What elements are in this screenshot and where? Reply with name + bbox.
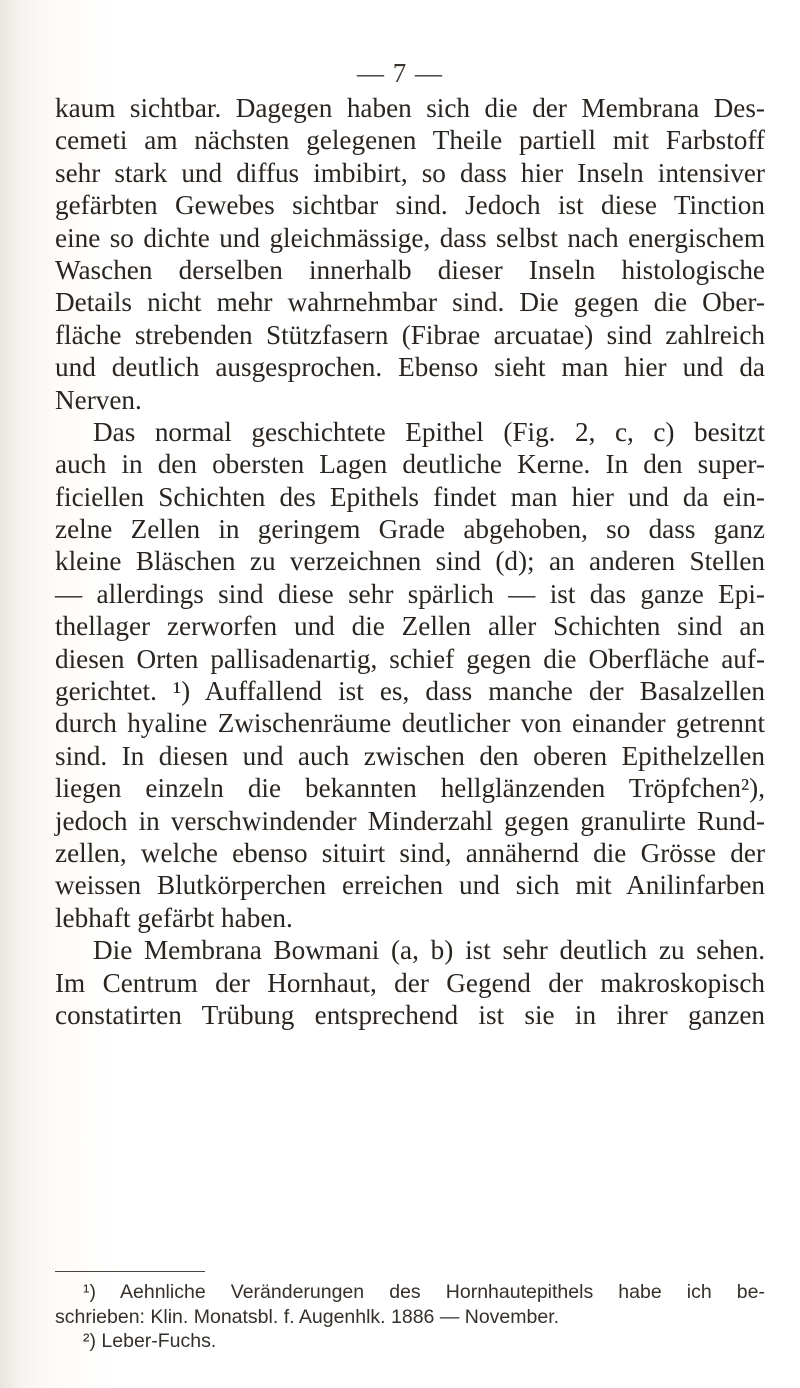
paragraph <box>55 92 765 416</box>
text-line: und deutlich ausgesprochen. Ebenso sieht man hier und da <box>55 352 765 383</box>
text-line: sehr stark und diffus imbibirt, so dass hier Inseln intensiver <box>55 157 765 188</box>
footnote <box>55 1280 765 1329</box>
text-line: auch in den obersten Lagen deutliche Kerne. In den super- <box>55 449 765 480</box>
text-line: thellager zerworfen und die Zellen aller Schichten sind an <box>55 611 765 642</box>
text-line: eine so dichte und gleichmässige, dass selbst nach energischem <box>55 222 765 253</box>
page-number: — 7 — <box>357 58 443 88</box>
text-line: constatirten Trübung entsprechend ist sie in ihrer ganzen <box>55 999 765 1030</box>
text-line: Das normal geschichtete Epithel (Fig. 2, c, c) besitzt <box>93 416 765 447</box>
footnote-divider <box>55 1271 205 1272</box>
body-text <box>55 92 765 1031</box>
text-line: Nerven. <box>55 384 142 415</box>
text-line: zelne Zellen in geringem Grade abgehoben, so dass ganz <box>55 514 765 545</box>
text-line: durch hyaline Zwischenräume deutlicher von einander getrennt <box>55 708 765 739</box>
text-line: cemeti am nächsten gelegenen Theile partiell mit Farbstoff <box>55 125 765 156</box>
text-line: kleine Bläschen zu verzeichnen sind (d); an anderen Stellen <box>55 546 765 577</box>
text-line: fläche strebenden Stützfasern (Fibrae arcuatae) sind zahlreich <box>55 319 765 350</box>
text-line: Die Membrana Bowmani (a, b) ist sehr deutlich zu sehen. <box>93 935 765 966</box>
paragraph <box>55 416 765 934</box>
text-line: Waschen derselben innerhalb dieser Inseln histologische <box>55 254 765 285</box>
text-line: ficiellen Schichten des Epithels findet man hier und da ein- <box>55 481 765 512</box>
text-line: zellen, welche ebenso situirt sind, annähernd die Grösse der <box>55 837 765 868</box>
text-line: lebhaft gefärbt haben. <box>55 902 293 933</box>
text-line: — allerdings sind diese sehr spärlich — ist das ganze Epi- <box>55 578 765 609</box>
text-line: diesen Orten pallisadenartig, schief gegen die Oberfläche auf- <box>55 643 765 674</box>
text-line: Im Centrum der Hornhaut, der Gegend der makroskopisch <box>55 967 765 998</box>
text-line: sind. In diesen und auch zwischen den oberen Epithelzellen <box>55 740 765 771</box>
text-line: gefärbten Gewebes sichtbar sind. Jedoch ist diese Tinction <box>55 190 765 221</box>
footnote-line: ²) Leber-Fuchs. <box>83 1330 217 1352</box>
text-line: gerichtet. ¹) Auffallend ist es, dass manche der Basalzellen <box>55 676 765 707</box>
text-line: jedoch in verschwindender Minderzahl gegen granulirte Rund- <box>55 805 765 836</box>
footnote-line: schrieben: Klin. Monatsbl. f. Augenhlk. 1886 — November. <box>55 1305 560 1328</box>
text-line: weissen Blutkörperchen erreichen und sich mit Anilinfarben <box>55 870 765 901</box>
text-line: liegen einzeln die bekannten hellglänzenden Tröpfchen²), <box>55 773 765 804</box>
text-line: kaum sichtbar. Dagegen haben sich die der Membrana Des- <box>55 93 765 123</box>
footnotes <box>55 1280 765 1354</box>
paragraph <box>55 934 765 1031</box>
footnote-line: ¹) Aehnliche Veränderungen des Hornhautepithels habe ich be- <box>83 1281 765 1303</box>
text-line: Details nicht mehr wahrnehmbar sind. Die gegen die Ober- <box>55 287 765 318</box>
footnote <box>55 1329 765 1354</box>
